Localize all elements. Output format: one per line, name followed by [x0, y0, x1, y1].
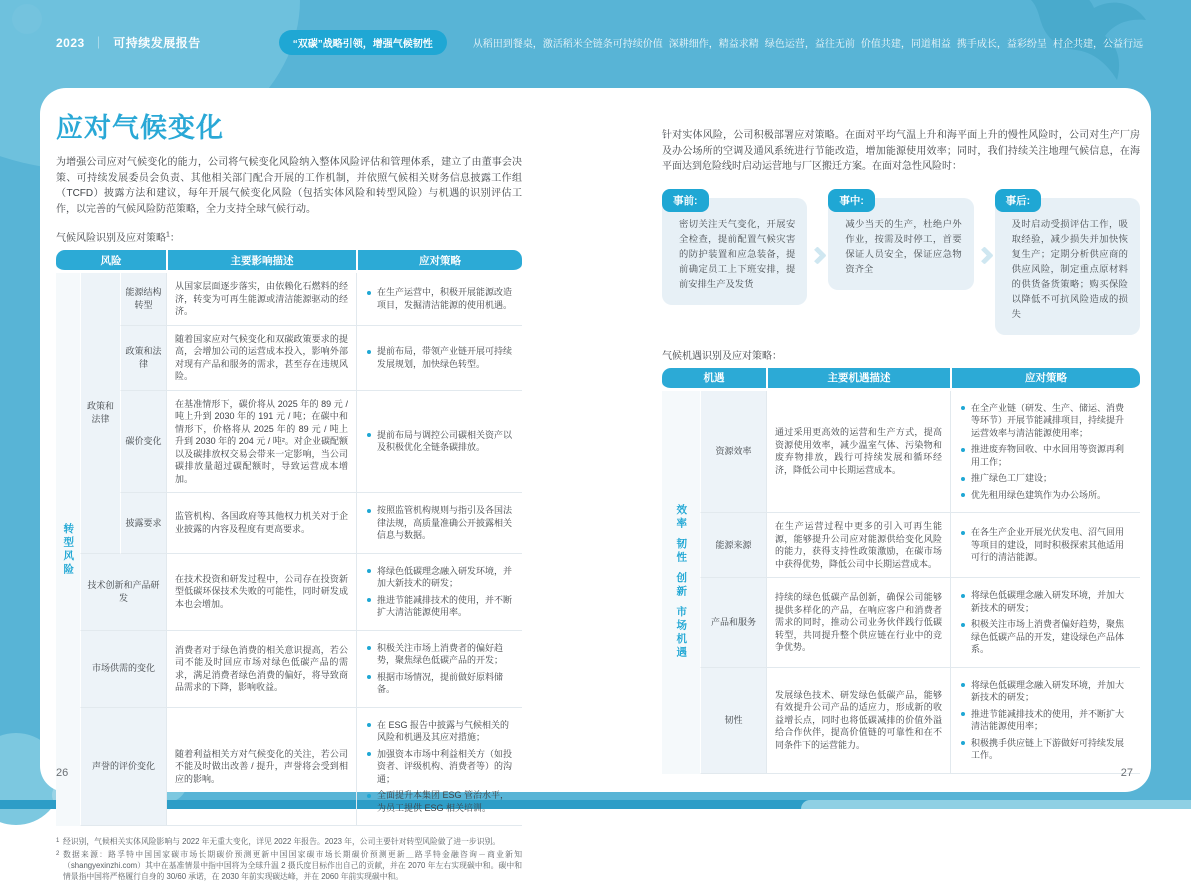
bullet-dot-icon — [367, 350, 371, 354]
risk-description: 随着利益相关方对气候变化的关注，若公司不能及时做出改善 / 提升，声誉将会受到相应的影响。 — [166, 708, 356, 827]
footnote-1 — [56, 836, 522, 847]
risk-category: 市场供需的变化 — [80, 631, 166, 708]
strategy-text: 积极关注市场上消费者偏好趋势，聚焦绿色低碳产品的开发，建设绿色产品体系。 — [971, 619, 1125, 654]
strategy-item — [367, 429, 514, 454]
page-number-left: 26 — [56, 767, 69, 779]
opportunity-description: 通过采用更高效的运营和生产方式，提高资源使用效率，减少温室气体、污染物和废弃物排放，践行可持续发展和循环经济，降低公司中长期运营成本。 — [766, 391, 950, 514]
strategy-item — [367, 594, 514, 619]
vertical-label: 市场机遇 — [675, 606, 688, 660]
opportunity-table-caption: 气候机遇识别及应对策略： — [662, 350, 782, 362]
strategy-text: 按照监管机构规则与指引及各国法律法规，高质量准确公开披露相关信息与数据。 — [377, 505, 513, 540]
chapter-tab-0[interactable]: 从稻田到餐桌，激活稻米全链条可持续价值 — [472, 39, 663, 50]
strategy-item — [961, 708, 1132, 733]
risk-group-label: 政策和法律 — [80, 273, 120, 554]
risk-row-2 — [56, 391, 522, 494]
bullet-dot-icon — [367, 723, 371, 727]
risk-description: 监管机构、各国政府等其他权力机关对于企业披露的内容及程度有更高要求。 — [166, 493, 356, 554]
opportunity-description: 在生产运营过程中更多的引入可再生能源，能够提升公司应对能源供给变化风险的能力，获得支持性政策激励，在碳市场中获得优势，降低公司中长期运营成本。 — [766, 513, 950, 578]
opportunity-description: 发展绿色技术、研发绿色低碳产品，能够有效提升公司产品的适应力，形成新的收益增长点，同时也将低碳减排的价值外溢给合作伙伴，提高价值链的可靠性和在不同条件下的运营能力。 — [766, 668, 950, 774]
strategy-text: 推进节能减排技术的使用，并不断扩大清洁能源使用率。 — [377, 594, 513, 617]
bottom-band-light-decoration — [801, 800, 1191, 809]
callout-box-2 — [995, 194, 1140, 335]
bullet-dot-icon — [367, 509, 371, 513]
bullet-dot-icon — [961, 594, 965, 598]
callout-text: 密切关注天气变化，开展安全检查，提前配置气候灾害的防护装置和应急装备，提前确定员工上下班安排，提前安排生产及发货 — [679, 218, 796, 289]
risk-description: 在技术投资和研发过程中，公司存在投资新型低碳环保技术失败的可能性，同时研发成本也会增加。 — [166, 554, 356, 631]
strategy-item — [367, 789, 514, 814]
active-chapter-tab[interactable]: “双碳”战略引领，增强气候韧性 — [279, 30, 447, 55]
bullet-dot-icon — [961, 477, 965, 481]
strategy-item — [961, 472, 1132, 485]
risk-header-col2: 应对策略 — [356, 250, 522, 273]
strategy-text: 积极携手供应链上下游做好可持续发展工作。 — [971, 737, 1125, 760]
risk-strategies — [356, 708, 522, 827]
report-brand — [56, 34, 201, 51]
strategy-text: 根据市场情况，提前做好原料储备。 — [377, 671, 504, 694]
callout-text: 及时启动受损评估工作，吸取经验，减少损失并加快恢复生产；定期分析供应商的供应风险，制定重点原材料的供货备货策略；购买保险以降低不可抗风险造成的损失 — [1011, 218, 1128, 319]
strategy-item — [961, 402, 1132, 440]
chapter-nav — [473, 35, 1143, 50]
opportunity-row-1 — [662, 513, 1140, 578]
strategy-text: 提前布局与调控公司碳相关资产以及积极优化全链条碳排放。 — [377, 429, 513, 453]
strategy-text: 将绿色低碳理念融入研发环境，并加大新技术的研发； — [971, 590, 1125, 613]
footnote-text: 经识别，气候相关实体风险影响与 2022 年无重大变化，详见 2022 年报告。2023 年，公司主要针对转型风险做了进一步识别。 — [63, 837, 501, 846]
strategy-text: 推进节能减排技术的使用，并不断扩大清洁能源使用率； — [971, 708, 1125, 731]
bullet-dot-icon — [961, 741, 965, 745]
footnote-marker: 2 — [56, 851, 60, 857]
strategy-item — [961, 443, 1132, 468]
callout-box-1 — [828, 194, 973, 290]
opportunity-row-2 — [662, 578, 1140, 668]
strategy-text: 全面提升本集团 ESG 管治水平，为员工提供 ESG 相关培训。 — [377, 790, 510, 813]
risk-side-label — [56, 273, 80, 826]
bullet-dot-icon — [961, 712, 965, 716]
risk-description: 消费者对于绿色消费的相关意识提高，若公司不能及时回应市场对绿色低碳产品的需求，满足消费者绿色消费的偏好，将导致商品需求的下降，影响收益。 — [166, 631, 356, 708]
risk-row-0 — [56, 273, 522, 326]
left-intro-paragraph: 为增强公司应对气候变化的能力，公司将气候变化风险纳入整体风险评估和管理体系，建立了由董事会决策、可持续发展委员会负责、其他相关部门配合开展的工作机制，并依照气候相关财务信息披露工作组（TCFD）披露方法和建议，每年开展气候变化风险（包括实体风险和转型风险）与机遇的识别评估工作，以完善的气候风险防范策略，全力支持全球气候行动。 — [56, 157, 522, 215]
opportunity-header-col2: 应对策略 — [950, 368, 1140, 391]
vertical-label: 韧性 — [675, 538, 688, 565]
risk-strategies — [356, 326, 522, 391]
chapter-header-bar — [0, 30, 1191, 55]
left-page-column — [56, 88, 522, 884]
risk-description: 在基准情形下，碳价将从 2025 年的 89 元 / 吨上升到 2030 年的 191 元 / 吨；在碳中和情形下，价格将从 2025 年的 89 元 / 吨上升到 2030 年的 204 元 / 吨²。对企业碳配额以及碳排放权交易会带来一定影响，当公司碳排放量超过碳配额时，导致运营成本增加。 — [166, 391, 356, 494]
strategy-item — [367, 565, 514, 590]
bullet-dot-icon — [367, 794, 371, 798]
chevron-right-icon — [975, 246, 993, 264]
bullet-dot-icon — [367, 646, 371, 650]
strategy-text: 加强资本市场中利益相关方（如投资者、评级机构、消费者等）的沟通； — [377, 748, 513, 784]
chevron-right-icon — [809, 246, 827, 264]
strategy-text: 积极关注市场上消费者的偏好趋势，聚焦绿色低碳产品的开发； — [377, 642, 504, 665]
strategy-text: 提前布局，带领产业链开展可持续发展规划，加快绿色转型。 — [377, 346, 513, 369]
report-year: 2023 — [56, 36, 85, 50]
bullet-dot-icon — [367, 569, 371, 573]
emergency-response-callouts — [662, 189, 1140, 335]
strategy-item — [367, 671, 514, 696]
risk-category: 能源结构转型 — [120, 273, 166, 326]
opportunity-strategies — [950, 578, 1140, 668]
risk-table-caption — [56, 229, 522, 244]
opportunity-table — [662, 368, 1140, 774]
opportunity-category: 资源效率 — [700, 391, 766, 514]
report-page — [40, 88, 1151, 881]
bullet-dot-icon — [961, 406, 965, 410]
opportunity-category: 韧性 — [700, 668, 766, 774]
strategy-item — [367, 286, 514, 311]
risk-table — [56, 250, 522, 826]
footnote-marker: 1 — [56, 838, 60, 844]
footnote-2 — [56, 849, 522, 882]
vertical-label: 效率 — [675, 504, 688, 531]
strategy-text: 将绿色低碳理念融入研发环境，并加大新技术的研发； — [377, 565, 513, 588]
bullet-dot-icon — [367, 598, 371, 602]
callout-tab-label: 事前: — [662, 189, 709, 212]
strategy-item — [367, 719, 514, 744]
chapter-tab-1[interactable]: 深耕细作，精益求精 — [668, 39, 759, 50]
risk-row-3 — [56, 493, 522, 554]
brand-divider: ｜ — [92, 36, 106, 50]
risk-category: 披露要求 — [120, 493, 166, 554]
risk-strategies — [356, 391, 522, 494]
risk-caption-text: 气候风险识别及应对策略 — [56, 233, 166, 244]
bullet-dot-icon — [367, 675, 371, 679]
opportunity-row-3 — [662, 668, 1140, 774]
chapter-tab-5[interactable]: 村企共建，公益行远 — [1052, 39, 1143, 50]
strategy-item — [367, 504, 514, 542]
bullet-dot-icon — [367, 291, 371, 295]
footnotes — [56, 836, 522, 882]
strategy-item — [961, 737, 1132, 762]
strategy-text: 在全产业链（研发、生产、储运、消费等环节）开展节能减排项目，持续提升运营效率与清洁能源使用率； — [971, 402, 1125, 438]
risk-row-1 — [56, 326, 522, 391]
risk-row-4 — [56, 554, 522, 631]
opportunity-strategies — [950, 391, 1140, 514]
risk-category: 碳价变化 — [120, 391, 166, 494]
strategy-item — [367, 748, 514, 786]
strategy-item — [367, 642, 514, 667]
strategy-item — [961, 526, 1132, 564]
right-page-column — [662, 88, 1140, 774]
bullet-dot-icon — [961, 493, 965, 497]
risk-strategies — [356, 493, 522, 554]
risk-category: 政策和法律 — [120, 326, 166, 391]
risk-strategies — [356, 273, 522, 326]
callout-box-0 — [662, 194, 807, 305]
risk-caption-footnote-ref: 1 — [166, 231, 170, 239]
risk-category: 声誉的评价变化 — [80, 708, 166, 827]
opportunity-header-col0: 机遇 — [662, 368, 766, 391]
opportunity-side-label — [662, 391, 700, 774]
vertical-label: 转型风险 — [62, 522, 75, 577]
opportunity-description: 持续的绿色低碳产品创新，确保公司能够提供多样化的产品，在响应客户和消费者需求的同时，推动公司业务伙伴践行低碳转型，共同提升整个供应链在行业中的竞争优势。 — [766, 578, 950, 668]
strategy-text: 在各生产企业开展光伏发电、沼气回用等项目的建设，同时积极探索其他适用可行的清洁能源。 — [971, 527, 1125, 563]
opportunity-category: 能源来源 — [700, 513, 766, 578]
vertical-label: 创新 — [675, 572, 688, 599]
chapter-tab-3[interactable]: 价值共建，同道相益 — [860, 39, 951, 50]
risk-row-5 — [56, 631, 522, 708]
strategy-text: 将绿色低碳理念融入研发环境，并加大新技术的研发； — [971, 679, 1125, 702]
bullet-dot-icon — [961, 683, 965, 687]
footnote-text: 数据来源：路孚特中国国家碳市场长期碳价预测更新中国国家碳市场长期碳价预测更新＿路孚特金融咨询－商业新知（shangyexinzhi.com）其中在基准情景中指中国将为全球升温 2 摄氏度目标作出自己的贡献，并在 2070 年左右实现碳中和。碳中和情景指中国将严格履行自身的 30/60 承诺，在 2030 年前实现碳达峰，并在 2060 年前实现碳中和。 — [63, 850, 522, 881]
chapter-tab-2[interactable]: 绿色运营，益往无前 — [764, 39, 855, 50]
risk-category: 技术创新和产品研发 — [80, 554, 166, 631]
opportunity-strategies — [950, 668, 1140, 774]
risk-caption-colon: ： — [169, 233, 180, 244]
bullet-dot-icon — [367, 433, 371, 437]
strategy-text: 在 ESG 报告中披露与气候相关的风险和机遇及其应对措施； — [377, 719, 510, 742]
callout-text: 减少当天的生产，杜绝户外作业，按需及时停工，首要保证人员安全，保证应急物资齐全 — [845, 218, 962, 274]
chapter-tab-4[interactable]: 携手成长，益彩纷呈 — [956, 39, 1047, 50]
callout-tab-label: 事中: — [828, 189, 875, 212]
strategy-text: 推广绿色工厂建设； — [971, 473, 1053, 483]
bullet-dot-icon — [367, 752, 371, 756]
strategy-text: 推进废弃物回收、中水回用等资源再利用工作； — [971, 444, 1125, 467]
bullet-dot-icon — [961, 448, 965, 452]
risk-description: 从国家层面逐步落实，由依赖化石燃料的经济，转变为可再生能源或清洁能源驱动的经济。 — [166, 273, 356, 326]
strategy-item — [961, 489, 1132, 502]
right-intro-paragraph: 针对实体风险，公司积极部署应对策略。在面对平均气温上升和海平面上升的慢性风险时，公司对生产厂房及办公场所的空调及通风系统进行节能改造，增加能源使用效率；同时，我们持续关注地理气候信息，在海平面达到危险线时启动运营地与厂区搬迁方案。在面对急性风险时： — [662, 130, 1140, 172]
strategy-item — [367, 345, 514, 370]
risk-strategies — [356, 631, 522, 708]
strategy-item — [961, 589, 1132, 614]
opportunity-category: 产品和服务 — [700, 578, 766, 668]
opportunity-strategies — [950, 513, 1140, 578]
callout-tab-label: 事后: — [995, 189, 1042, 212]
report-title: 可持续发展报告 — [113, 36, 201, 50]
bullet-dot-icon — [961, 531, 965, 535]
page-title: 应对气候变化 — [56, 113, 224, 143]
strategy-text: 在生产运营中，积极开展能源改造项目，发掘清洁能源的使用机遇。 — [377, 287, 513, 310]
risk-header-col1: 主要影响描述 — [166, 250, 356, 273]
strategy-item — [961, 618, 1132, 656]
bullet-dot-icon — [961, 623, 965, 627]
opportunity-header-col1: 主要机遇描述 — [766, 368, 950, 391]
page-number-right: 27 — [1120, 767, 1133, 779]
risk-description: 随着国家应对气候变化和双碳政策要求的提高，会增加公司的运营成本投入，影响外部对现有产品和服务的需求，甚至存在违规风险。 — [166, 326, 356, 391]
risk-strategies — [356, 554, 522, 631]
risk-header-col0: 风险 — [56, 250, 166, 273]
risk-row-6 — [56, 708, 522, 827]
strategy-item — [961, 679, 1132, 704]
opportunity-row-0 — [662, 391, 1140, 514]
strategy-text: 优先租用绿色建筑作为办公场所。 — [971, 489, 1107, 500]
